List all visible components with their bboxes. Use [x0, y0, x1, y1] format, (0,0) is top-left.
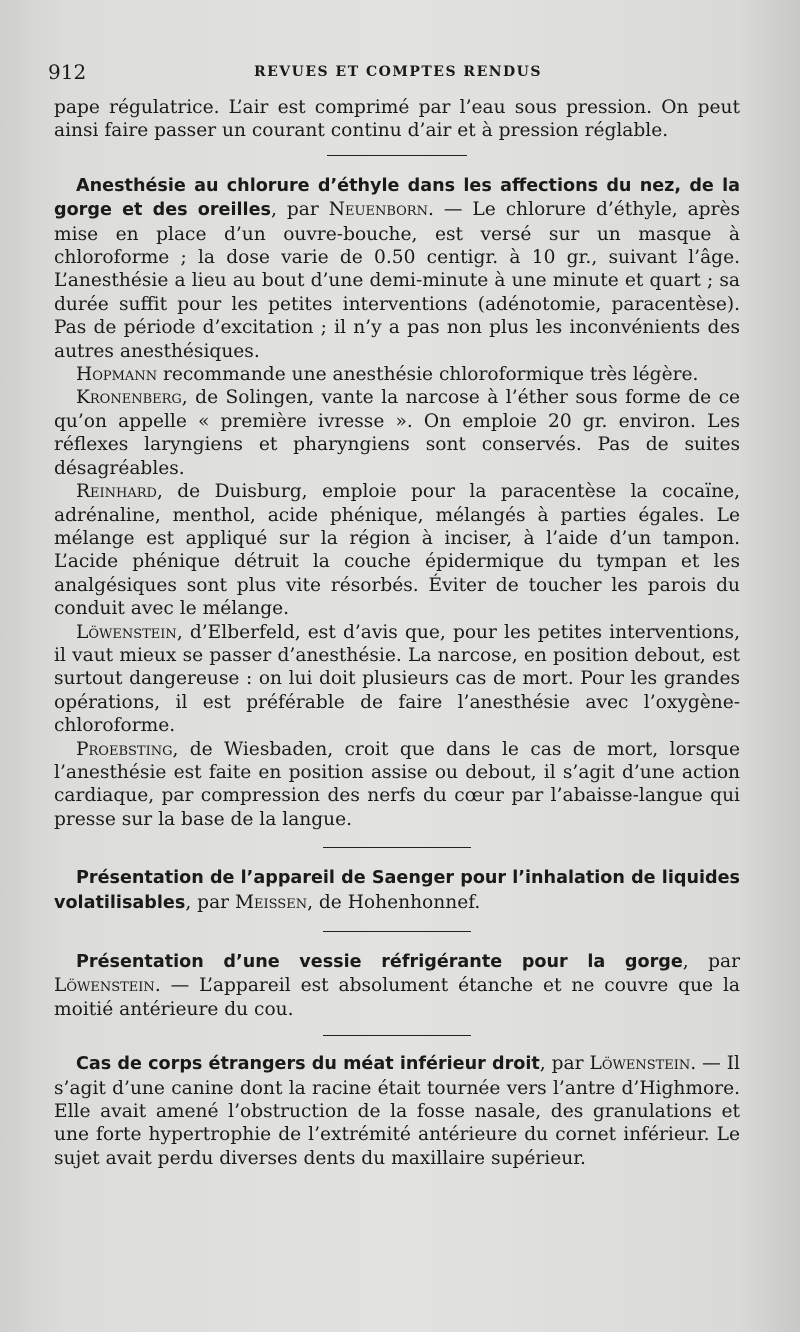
- section1-title: Anesthésie au chlorure d’éthyle dans les affections du nez, de la gorge et des oreilles: [54, 175, 740, 221]
- page-number: 912: [48, 60, 87, 84]
- section4-text: . — Il s’agit d’une canine dont la racine était tournée vers l’antre d’Highmore. Elle avait amené l’obstruction de la fosse nasale, des granulations et une forte hypertrophie de l’extrémité antérieure du cornet inférieur. Le sujet avait perdu diverses dents du maxillaire supérieur.: [54, 1053, 741, 1169]
- name-hopmann: Hopmann: [76, 364, 158, 386]
- section3-title: Présentation d’une vessie réfrigérante pour la gorge: [76, 952, 683, 972]
- section2-author: Meissen: [234, 891, 308, 913]
- section3-author: Löwenstein: [54, 975, 155, 997]
- section4-paragraph: [54, 1052, 740, 1170]
- text-kronenberg: , de Solingen, vante la narcose à l’éther sous forme de ce qu’on appelle « première ivresse ». On emploie 20 gr. environ. Les réflexes laryngiens et pharyngiens sont conservés. Pas de suites désagréables.: [54, 387, 740, 479]
- section3-by: , par: [682, 951, 740, 972]
- section2-by: , par: [185, 891, 235, 913]
- section2-paragraph: [54, 866, 740, 915]
- text-lowenstein: , d’Elberfeld, est d’avis que, pour les petites interventions, il vaut mieux se passer d’anesthésie. La narcose, en position debout, est surtout dangereuse : on lui doit plusieurs cas de mort. Pour les grandes opérations, il est préférable de faire l’anesthésie avec l’oxygène-chloroforme.: [54, 621, 740, 737]
- paragraph-reinhard: [54, 480, 740, 620]
- name-kronenberg: Kronenberg: [76, 387, 182, 409]
- name-proebsting: Proebsting: [76, 738, 173, 760]
- paragraph-proebsting: [54, 738, 740, 832]
- name-lowenstein: Löwenstein: [76, 621, 177, 643]
- section-divider: [323, 847, 471, 848]
- section1-by: , par: [271, 199, 329, 221]
- section4-by: , par: [539, 1053, 590, 1075]
- name-reinhard: Reinhard: [76, 481, 157, 503]
- paragraph-hopmann: [54, 363, 740, 386]
- paragraph-lowenstein: [54, 621, 740, 738]
- section-divider: [327, 155, 467, 156]
- page-header: [48, 60, 748, 90]
- section3-paragraph: [54, 950, 740, 1021]
- section4-author: Löwenstein: [589, 1053, 691, 1075]
- text-hopmann: recommande une anesthésie chloroformique très légère.: [157, 364, 699, 386]
- section1-heading-paragraph: [54, 174, 740, 363]
- section2-text: , de Hohenhonnef.: [307, 891, 481, 913]
- section1-author: Neuenborn: [328, 199, 428, 221]
- section4-title: Cas de corps étrangers du méat inférieur droit: [76, 1054, 540, 1075]
- section3-text: . — L’appareil est absolument étanche et ne couvre que la moitié antérieure du cou.: [54, 975, 740, 1020]
- intro-paragraph: pape régulatrice. L’air est comprimé par l’eau sous pression. On peut ainsi faire passer un courant continu d’air et à pression réglable.: [54, 97, 740, 142]
- paragraph-kronenberg: [54, 386, 740, 480]
- section-divider: [323, 931, 471, 932]
- section-divider: [323, 1035, 471, 1036]
- section1-text: . — Le chlorure d’éthyle, après mise en place d’un ouvre-bouche, est versé sur un masque à chloroforme ; la dose varie de 0.50 centigr. à 10 gr., suivant l’âge. L’anesthésie a lieu au bout d’une demi-minute à une minute et quart ; sa durée suffit pour les petites interventions (adénotomie, paracentèse). Pas de période d’excitation ; il n’y a pas non plus les inconvénients des autres anesthésiques.: [54, 199, 741, 362]
- section2-title: Présentation de l’appareil de Saenger pour l’inhalation de liquides volatilisables: [54, 868, 740, 913]
- page-body: [54, 96, 740, 1170]
- text-reinhard: , de Duisburg, emploie pour la paracentèse la cocaïne, adrénaline, menthol, acide phénique, mélangés à parties égales. Le mélange est appliqué sur la région à inciser, à l’aide d’un tampon. L’acide phénique détruit la couche épidermique du tympan et les analgésiques sont plus vite résorbés. Éviter de toucher les parois du conduit avec le mélange.: [54, 481, 740, 620]
- running-head: REVUES ET COMPTES RENDUS: [254, 64, 542, 80]
- text-proebsting: , de Wiesbaden, croit que dans le cas de mort, lorsque l’anesthésie est faite en position assise ou debout, il s’agit d’une action cardiaque, par compression des nerfs du cœur par l’abaisse-langue qui presse sur la base de la langue.: [54, 738, 740, 830]
